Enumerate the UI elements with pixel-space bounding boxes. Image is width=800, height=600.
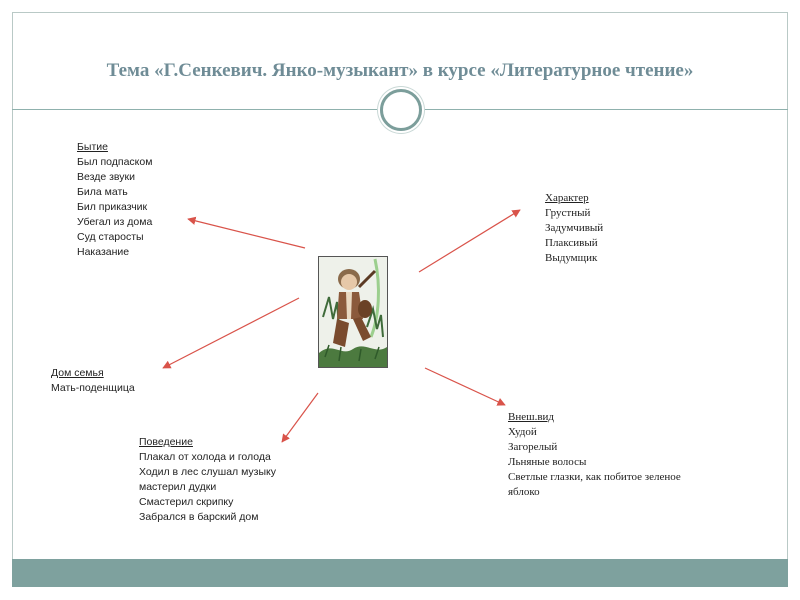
group-bytie-heading: Бытие	[77, 141, 108, 153]
list-item: Плаксивый	[545, 237, 598, 249]
center-illustration	[318, 256, 388, 368]
list-item: Везде звуки	[77, 171, 135, 183]
list-item: Била мать	[77, 186, 128, 198]
group-vnesh-vid	[508, 410, 681, 500]
footer-accent-bar	[12, 559, 788, 587]
group-povedenie	[139, 435, 276, 525]
slide-title: Тема «Г.Сенкевич. Янко-музыкант» в курсе «Литературное чтение»	[106, 60, 694, 81]
arrow-to-harakter	[419, 210, 520, 272]
list-item: Смастерил скрипку	[139, 496, 234, 508]
list-item: Суд старосты	[77, 231, 144, 243]
group-dom-semya	[51, 366, 135, 396]
list-item: Убегал из дома	[77, 216, 153, 228]
arrow-to-povedenie	[282, 393, 318, 442]
list-item: Наказание	[77, 246, 130, 258]
list-item: Бил приказчик	[77, 201, 148, 213]
list-item: Грустный	[545, 207, 591, 219]
list-item: яблоко	[508, 486, 540, 498]
list-item: Льняные волосы	[508, 456, 587, 468]
list-item: Забрался в барский дом	[139, 511, 259, 523]
arrow-to-vnesh-vid	[425, 368, 505, 405]
list-item: Худой	[508, 426, 537, 438]
list-item: Плакал от холода и голода	[139, 451, 271, 463]
list-item: Светлые глазки, как побитое зеленое	[508, 471, 681, 483]
boy-with-violin-drawing	[319, 257, 387, 367]
list-item: мастерил дудки	[139, 481, 217, 493]
list-item: Мать-поденщица	[51, 382, 135, 394]
arrow-to-dom-semya	[163, 298, 299, 368]
group-povedenie-heading: Поведение	[139, 436, 193, 448]
group-vnesh-vid-heading: Внеш.вид	[508, 411, 555, 423]
group-dom-semya-heading: Дом семья	[51, 367, 104, 379]
group-harakter-heading: Характер	[545, 192, 589, 204]
group-harakter	[545, 191, 603, 266]
list-item: Загорелый	[508, 441, 558, 453]
list-item: Был подпаском	[77, 156, 153, 168]
list-item: Выдумщик	[545, 252, 598, 264]
arrow-to-bytie	[188, 219, 305, 248]
list-item: Ходил в лес слушал музыку	[139, 466, 277, 478]
list-item: Задумчивый	[545, 222, 604, 234]
group-bytie	[77, 140, 152, 260]
